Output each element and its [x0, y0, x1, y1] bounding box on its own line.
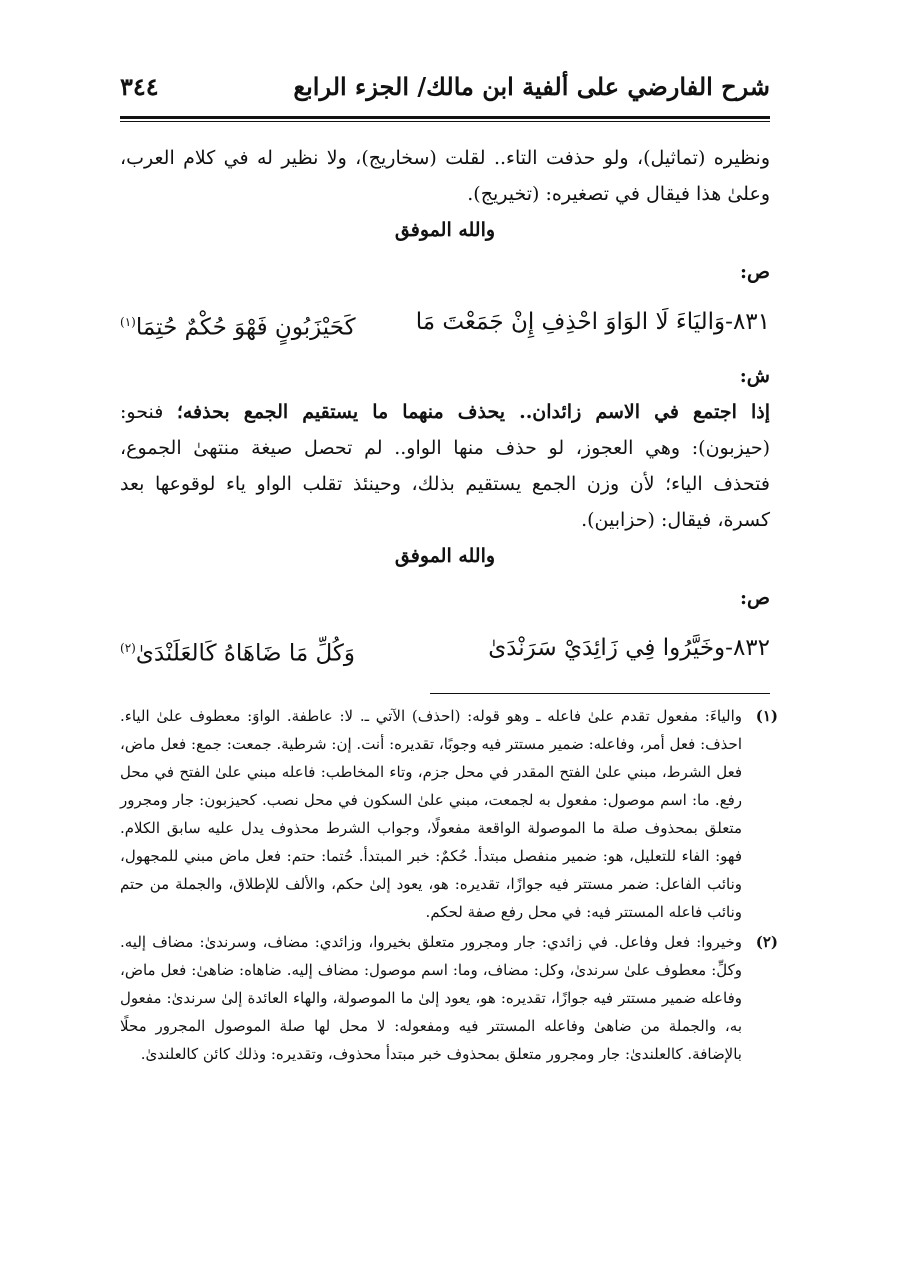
paragraph-2	[120, 394, 770, 538]
verse-832-first-hemistich: ٨٣٢-وخَيَّرُوا فِي زَائِدَيْ سَرَنْدَىٰ	[488, 634, 770, 661]
footnote-2-number: (٢)	[755, 933, 778, 951]
footnote-1-text: والياءَ: مفعول تقدم علىٰ فاعله ـ وهو قوله: (احذف) الآتي ـ. لا: عاطفة. الواوَ: معطوف علىٰ الياء. احذف: فعل أمر، وفاعله: ضمير مستتر فيه وجوبًا، تقديره: أنت. إن: شرطية. جمعت: جمع: فعل ماض، فعل الشرط، مبني علىٰ الفتح المقدر في محل جزم، وتاء المخاطب: فاعله مبني علىٰ الفتح في محل رفع. ما: اسم موصول: مفعول به لجمعت، مبني علىٰ السكون في محل نصب. كحيزبون: جار ومجرور متعلق بمحذوف صلة ما الموصولة الواقعة مفعولًا، وجواب الشرط محذوف يدل عليه سابق الكلام. فهو: الفاء للتعليل، هو: ضمير منفصل مبتدأ. حُكمٌ: خبر المبتدأ. حُتما: حتم: فعل ماض مبني للمجهول، ونائب الفاعل: ضمر مستتر فيه جوازًا، تقديره: هو، يعود إلىٰ حكم، والألف للإطلاق، والجملة من حتم ونائب فاعله المستتر فيه: في محل رفع صفة لحكم.	[120, 707, 742, 921]
footnote-2	[120, 928, 778, 1068]
verse-832	[120, 624, 770, 678]
verse-832-second-text: وَكُلِّ مَا ضَاهَاهُ كَالعَلَنْدَىٰ	[135, 640, 355, 667]
footnote-ref-2[interactable]: (٢)	[120, 640, 136, 655]
verse-832-second-hemistich	[120, 624, 355, 678]
closing-phrase-1: والله الموفق	[394, 219, 496, 241]
verse-831	[120, 298, 770, 352]
paragraph-2-rest: فنحو: (حيزبون): وهي العجوز، لو حذف منها الواو.. لم تحصل صيغة منتهىٰ الجموع، فتحذف الياء؛ لأن وزن الجمع يستقيم بذلك، وحينئذ تقلب الواو ياء لوقوعها بعد كسرة، فيقال: (حزابين).	[120, 400, 770, 531]
paragraph-2-bold: إذا اجتمع في الاسم زائدان.. يحذف منهما ما يستقيم الجمع بحذفه؛	[176, 400, 770, 423]
closing-phrase-2: والله الموفق	[394, 544, 496, 567]
footnote-1-number: (١)	[755, 707, 778, 725]
sad-label-2: ص:	[740, 586, 770, 609]
page-number: ٣٤٤	[120, 72, 159, 101]
verse-831-first-hemistich: ٨٣١-وَاليَاءَ لَا الوَاوَ احْذِفِ إِنْ جَمَعْتَ مَا	[415, 309, 770, 335]
header-rule-thick	[120, 116, 770, 119]
footnotes	[120, 702, 778, 1070]
header-rule-thin	[120, 121, 770, 122]
paragraph-1: ونظيره (تماثيل)، ولو حذفت التاء.. لقلت (سخاريج)، ولا نظير له في كلام العرب، وعلىٰ هذا فيقال في تصغيره: (تخيريج).	[120, 147, 770, 205]
running-title: شرح الفارضي على ألفية ابن مالك/ الجزء الرابع	[293, 72, 770, 101]
footnote-1	[120, 702, 778, 926]
footnote-ref-1[interactable]: (١)	[120, 315, 136, 329]
footnote-separator	[430, 693, 770, 694]
sad-label-1: ص:	[740, 261, 770, 283]
verse-831-second-hemistich	[120, 298, 356, 352]
verse-831-second-text: كَحَيْزَبُونٍ فَهْوَ حُكْمٌ حُتِمَا	[135, 314, 356, 341]
footnote-2-text: وخيروا: فعل وفاعل. في زائدي: جار ومجرور متعلق بخيروا، وزائدي: مضاف، وسرندىٰ: مضاف إليه. وكلِّ: معطوف علىٰ سرندىٰ، وكل: مضاف، وما: اسم موصول: مضاف إليه. ضاهاه: ضاهىٰ: فعل ماض، وفاعله ضمير مستتر فيه جوازًا، تقديره: هو، يعود إلىٰ ما الموصولة، والهاء العائدة إلىٰ سرندىٰ: مفعول به، والجملة من ضاهىٰ وفاعله المستتر فيه ومفعوله: لا محل لها صلة الموصول المجرور محلًا بالإضافة. كالعلندىٰ: جار ومجرور متعلق بمحذوف خبر مبتدأ محذوف، وتقديره: وذلك كائن كالعلندىٰ.	[120, 933, 742, 1063]
shin-label-1: ش:	[739, 364, 770, 387]
running-header	[120, 72, 770, 112]
main-text	[120, 140, 770, 677]
